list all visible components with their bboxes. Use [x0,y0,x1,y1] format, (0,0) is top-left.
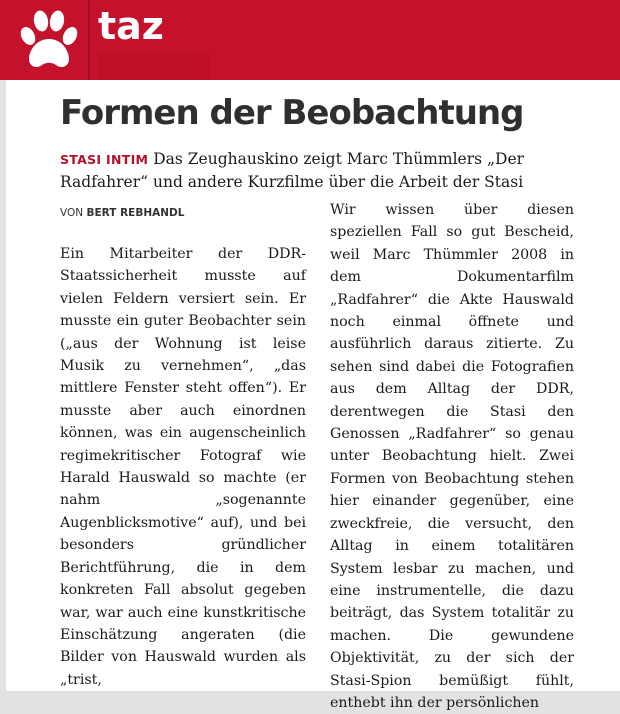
teaser-text: Das Zeughauskino zeigt Marc Thümmlers „Der Radfahrer“ und andere Kurzfilme über die Arbeit der Stasi [60,150,525,191]
article-page [6,80,620,711]
byline-prefix: VON [60,207,84,219]
author-name[interactable]: BERT REBHANDL [86,207,185,219]
byline [60,207,184,219]
logo-divider [88,0,90,80]
article-body-right: Wir wissen über diesen speziellen Fall so gut Bescheid, weil Marc Thümmler 2008 in dem Dokumentarfilm „Radfahrer“ die Akte Hauswald noch einmal öffnete und ausführlich daraus zitierte. Zu sehen sind dabei die Fotografien aus dem Alltag der DDR, derentwegen die Stasi den Genossen „Radfahrer“ so genau unter Beobachtung hielt. Zwei Formen von Beobachtung stehen hier einander gegenüber, eine zweckfreie, die versucht, den Alltag in einem totalitären System lesbar zu machen, und eine instrumentelle, die dazu beiträgt, das System totalitär zu machen. Die gewundene Objektivität, zu der sich der Stasi-Spion bemüßigt fühlt, enthebt ihn der persönlichen [330,202,574,711]
article-body-left: Ein Mitarbeiter der DDR-Staatssicherheit musste auf vielen Feldern versiert sein. Er musste ein guter Beobachter sein („aus der Wohnung ist leise Musik zu vernehmen“, „das mittlere Fenster steht offen“). Er musste aber auch einordnen können, was ein augenscheinlich regimekritischer Fotograf wie Harald Hauswald so machte (er nahm „sogenannte Augenblicksmotive“ auf), und bei besonders gründlicher Berichtführung, die in dem konkreten Fall absolut gegeben war, war auch eine kunstkritische Einschätzung angeraten (die Bilder von Hauswald wurden als „trist, [60,246,306,688]
article-kicker: STASI INTIM [60,152,149,167]
nav-strip [98,52,210,80]
site-brand[interactable]: taz [98,4,164,48]
site-header [0,0,620,80]
article-headline: Formen der Beobachtung [60,93,524,133]
paw-icon[interactable] [19,6,79,72]
article-teaser [60,148,580,194]
